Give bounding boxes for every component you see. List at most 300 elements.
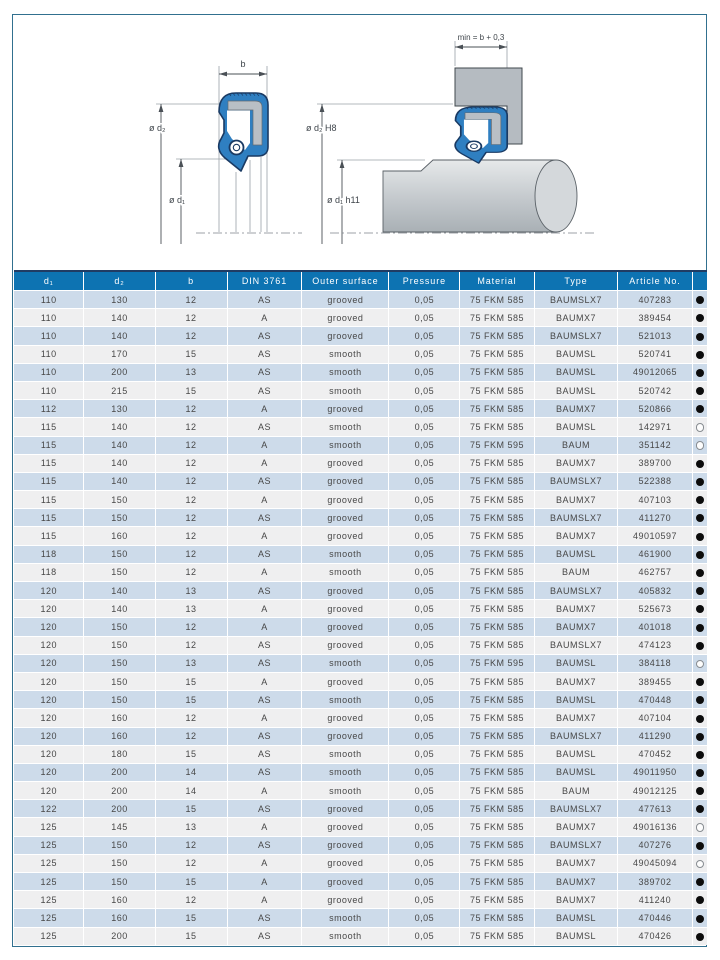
cell-din-3761: AS <box>227 763 302 781</box>
availability-dot-filled <box>696 733 704 741</box>
cell-b: 13 <box>155 600 227 618</box>
cell-b: 12 <box>155 891 227 909</box>
availability-dot-filled <box>696 678 704 686</box>
table-row <box>14 654 707 672</box>
availability-dot-filled <box>696 496 704 504</box>
cell-material: 75 FKM 585 <box>460 927 534 945</box>
cell-type: BAUMSL <box>534 763 618 781</box>
cell-outer-surface: grooved <box>302 472 389 490</box>
availability-dot-filled <box>696 387 704 395</box>
arrowhead-icon <box>259 72 267 77</box>
cell-material: 75 FKM 585 <box>460 618 534 636</box>
cell-d2: 160 <box>84 909 155 927</box>
cell-type: BAUMX7 <box>534 709 618 727</box>
availability-dot-filled <box>696 551 704 559</box>
table-row <box>14 291 707 309</box>
cell-b: 15 <box>155 745 227 763</box>
cell-type: BAUMX7 <box>534 309 618 327</box>
table-row <box>14 582 707 600</box>
cell-d1: 118 <box>14 563 84 581</box>
cell-d2: 150 <box>84 691 155 709</box>
cell-d1: 115 <box>14 509 84 527</box>
availability-dot-filled <box>696 769 704 777</box>
cell-type: BAUMX7 <box>534 818 618 836</box>
cell-din-3761: A <box>227 891 302 909</box>
column-header-outer-surface: Outer surface <box>302 271 389 291</box>
cell-outer-surface: smooth <box>302 763 389 781</box>
cell-b: 13 <box>155 818 227 836</box>
cell-outer-surface: grooved <box>302 873 389 891</box>
cell-type: BAUMX7 <box>534 854 618 872</box>
cell-pressure: 0,05 <box>389 654 460 672</box>
cell-type: BAUM <box>534 436 618 454</box>
cell-type: BAUMSLX7 <box>534 636 618 654</box>
cell-b: 12 <box>155 291 227 309</box>
bore-dia-label: ø d₂ H8 <box>306 123 337 133</box>
table-row <box>14 745 707 763</box>
cell-din-3761: AS <box>227 800 302 818</box>
cell-material: 75 FKM 585 <box>460 418 534 436</box>
cell-article-no: 520866 <box>618 400 692 418</box>
cell-pressure: 0,05 <box>389 545 460 563</box>
cell-b: 12 <box>155 509 227 527</box>
seal-cross-section-view <box>149 59 302 244</box>
cell-outer-surface: grooved <box>302 709 389 727</box>
cell-material: 75 FKM 585 <box>460 527 534 545</box>
cell-type: BAUMSLX7 <box>534 509 618 527</box>
arrowhead-icon <box>499 45 507 50</box>
table-row <box>14 472 707 490</box>
cell-d1: 110 <box>14 363 84 381</box>
cell-outer-surface: smooth <box>302 418 389 436</box>
cell-article-no: 462757 <box>618 563 692 581</box>
cell-d1: 120 <box>14 672 84 690</box>
cell-d2: 140 <box>84 454 155 472</box>
cell-din-3761: A <box>227 818 302 836</box>
availability-dot-filled <box>696 569 704 577</box>
cell-b: 13 <box>155 363 227 381</box>
cell-article-no: 389455 <box>618 672 692 690</box>
cell-d2: 150 <box>84 873 155 891</box>
cell-din-3761: A <box>227 618 302 636</box>
table-row <box>14 527 707 545</box>
table-row <box>14 836 707 854</box>
cell-d1: 125 <box>14 818 84 836</box>
column-header-d1: d₁ <box>14 271 84 291</box>
cell-outer-surface: grooved <box>302 727 389 745</box>
cell-d1: 120 <box>14 636 84 654</box>
cell-pressure: 0,05 <box>389 672 460 690</box>
cell-b: 12 <box>155 309 227 327</box>
cell-type: BAUMSL <box>534 345 618 363</box>
cell-availability <box>692 600 707 618</box>
cell-outer-surface: smooth <box>302 545 389 563</box>
cell-material: 75 FKM 585 <box>460 309 534 327</box>
table-row <box>14 800 707 818</box>
cell-type: BAUMX7 <box>534 600 618 618</box>
table-row <box>14 381 707 399</box>
cell-outer-surface: grooved <box>302 600 389 618</box>
cell-type: BAUMSLX7 <box>534 800 618 818</box>
cell-material: 75 FKM 585 <box>460 291 534 309</box>
cell-b: 12 <box>155 472 227 490</box>
cell-type: BAUMSL <box>534 545 618 563</box>
table-row <box>14 363 707 381</box>
cell-d1: 120 <box>14 763 84 781</box>
cell-availability <box>692 327 707 345</box>
availability-dot-filled <box>696 587 704 595</box>
cell-material: 75 FKM 585 <box>460 472 534 490</box>
cell-article-no: 520741 <box>618 345 692 363</box>
table-row <box>14 672 707 690</box>
cell-outer-surface: grooved <box>302 491 389 509</box>
cell-pressure: 0,05 <box>389 691 460 709</box>
availability-dot-filled <box>696 533 704 541</box>
availability-dot-filled <box>696 642 704 650</box>
cell-d1: 115 <box>14 418 84 436</box>
cell-material: 75 FKM 585 <box>460 782 534 800</box>
cell-material: 75 FKM 585 <box>460 691 534 709</box>
cell-outer-surface: smooth <box>302 563 389 581</box>
cell-type: BAUMX7 <box>534 618 618 636</box>
cell-article-no: 522388 <box>618 472 692 490</box>
cell-d2: 150 <box>84 509 155 527</box>
availability-dot-open <box>696 860 705 869</box>
cell-b: 15 <box>155 927 227 945</box>
cell-article-no: 470446 <box>618 909 692 927</box>
cell-outer-surface: smooth <box>302 654 389 672</box>
cell-b: 14 <box>155 763 227 781</box>
cell-article-no: 470426 <box>618 927 692 945</box>
cell-material: 75 FKM 585 <box>460 636 534 654</box>
cell-pressure: 0,05 <box>389 491 460 509</box>
cell-b: 12 <box>155 454 227 472</box>
table-row <box>14 727 707 745</box>
cell-outer-surface: smooth <box>302 909 389 927</box>
cell-type: BAUMSL <box>534 363 618 381</box>
cell-d2: 140 <box>84 327 155 345</box>
cell-material: 75 FKM 585 <box>460 818 534 836</box>
cell-outer-surface: grooved <box>302 309 389 327</box>
cell-type: BAUMSL <box>534 381 618 399</box>
cell-pressure: 0,05 <box>389 909 460 927</box>
cell-din-3761: A <box>227 782 302 800</box>
cell-outer-surface: smooth <box>302 691 389 709</box>
table-row <box>14 418 707 436</box>
cell-pressure: 0,05 <box>389 381 460 399</box>
cell-d2: 140 <box>84 582 155 600</box>
cell-material: 75 FKM 585 <box>460 491 534 509</box>
column-header-availability <box>692 271 707 291</box>
cell-d1: 110 <box>14 327 84 345</box>
cell-pressure: 0,05 <box>389 291 460 309</box>
cell-outer-surface: grooved <box>302 527 389 545</box>
availability-dot-open <box>696 441 705 450</box>
cell-din-3761: A <box>227 436 302 454</box>
cell-material: 75 FKM 585 <box>460 709 534 727</box>
cell-outer-surface: smooth <box>302 345 389 363</box>
cell-outer-surface: grooved <box>302 854 389 872</box>
cell-d1: 120 <box>14 782 84 800</box>
cell-availability <box>692 545 707 563</box>
cell-d2: 200 <box>84 927 155 945</box>
cell-article-no: 411240 <box>618 891 692 909</box>
cell-pressure: 0,05 <box>389 436 460 454</box>
cell-material: 75 FKM 585 <box>460 563 534 581</box>
width-dim-label: b <box>240 59 246 69</box>
cell-din-3761: A <box>227 527 302 545</box>
cell-article-no: 411290 <box>618 727 692 745</box>
cell-material: 75 FKM 585 <box>460 600 534 618</box>
cell-type: BAUMSLX7 <box>534 291 618 309</box>
cell-availability <box>692 345 707 363</box>
cell-d1: 120 <box>14 745 84 763</box>
cell-article-no: 351142 <box>618 436 692 454</box>
cell-d2: 130 <box>84 400 155 418</box>
availability-dot-filled <box>696 878 704 886</box>
cell-d1: 120 <box>14 691 84 709</box>
cell-availability <box>692 909 707 927</box>
cell-d2: 140 <box>84 600 155 618</box>
cell-material: 75 FKM 585 <box>460 400 534 418</box>
cell-b: 12 <box>155 618 227 636</box>
availability-dot-filled <box>696 842 704 850</box>
table-row <box>14 891 707 909</box>
cell-type: BAUMSLX7 <box>534 582 618 600</box>
cell-din-3761: A <box>227 873 302 891</box>
cell-article-no: 401018 <box>618 618 692 636</box>
cell-d2: 200 <box>84 800 155 818</box>
cell-b: 15 <box>155 909 227 927</box>
table-row <box>14 509 707 527</box>
cell-pressure: 0,05 <box>389 927 460 945</box>
table-row <box>14 563 707 581</box>
cell-pressure: 0,05 <box>389 363 460 381</box>
cell-d2: 160 <box>84 891 155 909</box>
cell-d2: 160 <box>84 727 155 745</box>
cell-pressure: 0,05 <box>389 745 460 763</box>
cell-b: 12 <box>155 854 227 872</box>
cell-outer-surface: grooved <box>302 509 389 527</box>
cell-pressure: 0,05 <box>389 763 460 781</box>
availability-dot-filled <box>696 405 704 413</box>
cell-type: BAUMSLX7 <box>534 472 618 490</box>
cell-type: BAUMSL <box>534 927 618 945</box>
cell-material: 75 FKM 585 <box>460 454 534 472</box>
cell-b: 12 <box>155 436 227 454</box>
cell-outer-surface: smooth <box>302 381 389 399</box>
outer-dia-label: ø d₂ <box>149 123 166 133</box>
cell-article-no: 470452 <box>618 745 692 763</box>
cell-din-3761: AS <box>227 363 302 381</box>
cell-din-3761: AS <box>227 345 302 363</box>
cell-d1: 125 <box>14 891 84 909</box>
cell-type: BAUMX7 <box>534 873 618 891</box>
cell-type: BAUMX7 <box>534 891 618 909</box>
cell-din-3761: A <box>227 454 302 472</box>
cell-d2: 150 <box>84 672 155 690</box>
cell-din-3761: AS <box>227 509 302 527</box>
cell-availability <box>692 745 707 763</box>
cell-d2: 215 <box>84 381 155 399</box>
table-row <box>14 691 707 709</box>
cell-pressure: 0,05 <box>389 891 460 909</box>
cell-availability <box>692 854 707 872</box>
installed-view <box>306 33 594 244</box>
cell-d2: 160 <box>84 527 155 545</box>
cell-material: 75 FKM 585 <box>460 345 534 363</box>
cell-d1: 115 <box>14 472 84 490</box>
cell-pressure: 0,05 <box>389 418 460 436</box>
cell-availability <box>692 436 707 454</box>
cell-availability <box>692 618 707 636</box>
cell-availability <box>692 709 707 727</box>
cell-material: 75 FKM 585 <box>460 763 534 781</box>
cell-pressure: 0,05 <box>389 709 460 727</box>
cell-availability <box>692 672 707 690</box>
cell-article-no: 407104 <box>618 709 692 727</box>
cell-availability <box>692 363 707 381</box>
cell-type: BAUMSLX7 <box>534 727 618 745</box>
cell-din-3761: AS <box>227 691 302 709</box>
cell-d2: 170 <box>84 345 155 363</box>
cell-b: 15 <box>155 691 227 709</box>
cell-availability <box>692 800 707 818</box>
cell-material: 75 FKM 595 <box>460 436 534 454</box>
cell-din-3761: A <box>227 400 302 418</box>
cell-article-no: 389454 <box>618 309 692 327</box>
cell-material: 75 FKM 585 <box>460 582 534 600</box>
cell-article-no: 49012065 <box>618 363 692 381</box>
cell-material: 75 FKM 585 <box>460 545 534 563</box>
cell-d1: 120 <box>14 709 84 727</box>
cell-pressure: 0,05 <box>389 836 460 854</box>
cell-article-no: 474123 <box>618 636 692 654</box>
availability-dot-filled <box>696 915 704 923</box>
cell-d2: 150 <box>84 636 155 654</box>
cell-material: 75 FKM 585 <box>460 891 534 909</box>
cell-type: BAUMX7 <box>534 491 618 509</box>
column-header-article-no: Article No. <box>618 271 692 291</box>
cell-b: 12 <box>155 491 227 509</box>
cell-pressure: 0,05 <box>389 472 460 490</box>
cell-d2: 130 <box>84 291 155 309</box>
cell-pressure: 0,05 <box>389 636 460 654</box>
cell-material: 75 FKM 585 <box>460 745 534 763</box>
availability-dot-filled <box>696 514 704 522</box>
cell-d1: 115 <box>14 454 84 472</box>
availability-dot-filled <box>696 933 704 941</box>
cell-pressure: 0,05 <box>389 582 460 600</box>
cell-pressure: 0,05 <box>389 782 460 800</box>
cell-availability <box>692 836 707 854</box>
table-row <box>14 927 707 945</box>
cell-din-3761: A <box>227 600 302 618</box>
cell-material: 75 FKM 585 <box>460 800 534 818</box>
table-row <box>14 345 707 363</box>
cell-availability <box>692 891 707 909</box>
cell-d1: 122 <box>14 800 84 818</box>
cell-b: 12 <box>155 563 227 581</box>
cell-pressure: 0,05 <box>389 873 460 891</box>
cell-article-no: 407103 <box>618 491 692 509</box>
cell-availability <box>692 727 707 745</box>
availability-dot-filled <box>696 460 704 468</box>
cell-b: 15 <box>155 345 227 363</box>
cell-outer-surface: smooth <box>302 927 389 945</box>
cell-availability <box>692 636 707 654</box>
cell-article-no: 477613 <box>618 800 692 818</box>
cell-article-no: 461900 <box>618 545 692 563</box>
cell-d2: 150 <box>84 854 155 872</box>
cell-material: 75 FKM 585 <box>460 363 534 381</box>
cell-material: 75 FKM 595 <box>460 654 534 672</box>
cell-din-3761: AS <box>227 582 302 600</box>
cell-din-3761: AS <box>227 418 302 436</box>
availability-dot-filled <box>696 314 704 322</box>
cell-din-3761: A <box>227 563 302 581</box>
cell-d2: 150 <box>84 618 155 636</box>
cell-din-3761: AS <box>227 927 302 945</box>
table-row <box>14 782 707 800</box>
cell-b: 12 <box>155 327 227 345</box>
cell-type: BAUMSL <box>534 691 618 709</box>
cell-pressure: 0,05 <box>389 309 460 327</box>
cell-d1: 110 <box>14 381 84 399</box>
cell-article-no: 142971 <box>618 418 692 436</box>
cell-type: BAUMSL <box>534 418 618 436</box>
shaft-dia-label: ø d₁ h11 <box>327 195 360 205</box>
cell-type: BAUMSLX7 <box>534 327 618 345</box>
cell-outer-surface: grooved <box>302 400 389 418</box>
cell-outer-surface: grooved <box>302 836 389 854</box>
cell-pressure: 0,05 <box>389 618 460 636</box>
cell-outer-surface: grooved <box>302 291 389 309</box>
shaft <box>383 160 556 232</box>
arrowhead-icon <box>320 104 325 112</box>
cell-din-3761: AS <box>227 327 302 345</box>
table-row <box>14 491 707 509</box>
availability-dot-filled <box>696 696 704 704</box>
availability-dot-filled <box>696 333 704 341</box>
cell-material: 75 FKM 585 <box>460 381 534 399</box>
cell-material: 75 FKM 585 <box>460 727 534 745</box>
cell-din-3761: A <box>227 491 302 509</box>
column-header-type: Type <box>534 271 618 291</box>
cell-d2: 150 <box>84 563 155 581</box>
cell-b: 14 <box>155 782 227 800</box>
min-width-label: min = b + 0,3 <box>457 33 505 42</box>
cell-article-no: 525673 <box>618 600 692 618</box>
cell-outer-surface: grooved <box>302 327 389 345</box>
cell-type: BAUMSL <box>534 909 618 927</box>
cell-din-3761: AS <box>227 836 302 854</box>
cell-d1: 120 <box>14 727 84 745</box>
availability-dot-open <box>696 823 705 832</box>
cell-d1: 112 <box>14 400 84 418</box>
cell-din-3761: AS <box>227 545 302 563</box>
cell-d1: 125 <box>14 909 84 927</box>
shaft-end-face <box>535 160 577 232</box>
cell-availability <box>692 454 707 472</box>
cell-article-no: 389700 <box>618 454 692 472</box>
cell-article-no: 49010597 <box>618 527 692 545</box>
cell-d1: 120 <box>14 600 84 618</box>
cell-article-no: 389702 <box>618 873 692 891</box>
cell-type: BAUM <box>534 782 618 800</box>
cell-pressure: 0,05 <box>389 400 460 418</box>
availability-dot-filled <box>696 805 704 813</box>
